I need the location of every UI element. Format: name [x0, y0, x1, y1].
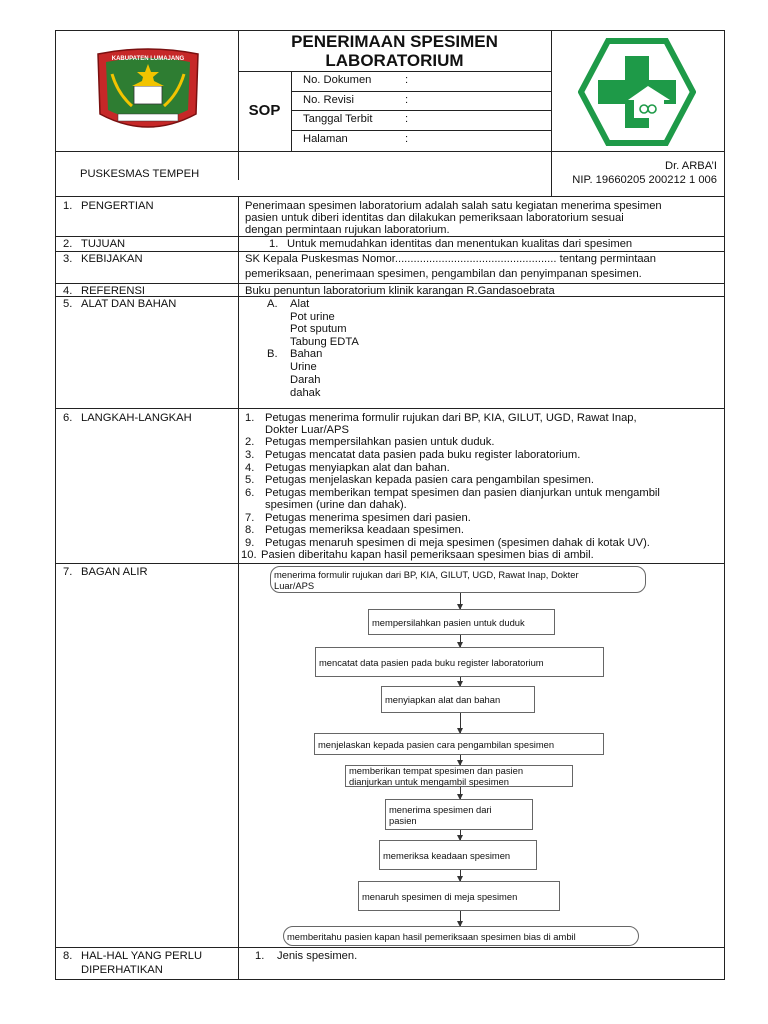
doc-field-label: Halaman	[303, 133, 348, 145]
doc-field-sep: :	[405, 113, 409, 125]
doc-field-sep: :	[405, 74, 409, 86]
step-number: 3.	[245, 449, 255, 461]
section-number: 8.	[63, 950, 73, 962]
flowchart-process-box	[385, 799, 533, 830]
step-number: 1.	[245, 412, 255, 424]
pengertian-text: dengan permintaan rujukan laboratorium.	[245, 224, 450, 236]
flowchart-text: dianjurkan untuk mengambil spesimen	[349, 776, 509, 787]
section-label: TUJUAN	[81, 238, 126, 250]
flowchart-process-box	[315, 647, 604, 677]
section-label: HAL-HAL YANG PERLU	[81, 950, 203, 962]
flowchart-text: Luar/APS	[274, 579, 315, 591]
hal-item: Jenis spesimen.	[277, 950, 358, 962]
document-title-line1: PENERIMAAN SPESIMEN	[291, 32, 498, 51]
step-text: Petugas menerima formulir rujukan dari BP, KIA, GILUT, UGD, Rawat Inap,	[265, 412, 637, 424]
alat-item: Pot sputum	[290, 323, 347, 335]
puskesmas-cross-logo-icon	[578, 38, 696, 146]
step-number: 8.	[245, 524, 255, 536]
flowchart-text: memeriksa keadaan spesimen	[383, 849, 511, 861]
step-text: Petugas menjelaskan kepada pasien cara pengambilan spesimen.	[265, 474, 594, 486]
section-label: KEBIJAKAN	[81, 253, 143, 265]
signer-nip: NIP. 19660205 200212 1 006	[572, 174, 717, 186]
section-number: 1.	[63, 200, 73, 212]
doc-field-sep: :	[405, 133, 409, 145]
flowchart-process-box	[345, 765, 573, 787]
section-number: 3.	[63, 253, 73, 265]
kebijakan-text: SK Kepala Puskesmas Nomor.................................................... tentang permintaan	[245, 253, 656, 265]
flowchart-text: memberitahu pasien kapan hasil pemeriksaan spesimen bias di ambil	[287, 930, 576, 942]
kebijakan-text: pemeriksaan, penerimaan spesimen, pengambilan dan penyimpanan spesimen.	[245, 268, 642, 280]
section-number: 2.	[63, 238, 73, 250]
section-label: REFERENSI	[81, 285, 146, 297]
step-number: 9.	[245, 537, 255, 549]
alat-item: Pot urine	[290, 311, 335, 323]
flowchart-text: mencatat data pasien pada buku register laboratorium	[319, 656, 544, 668]
section-number: 6.	[63, 412, 73, 424]
flowchart-process-box	[381, 686, 535, 713]
step-number: 2.	[245, 436, 255, 448]
flowchart-process-box	[368, 609, 555, 635]
list-marker: 1.	[255, 950, 265, 962]
flowchart-text: menerima spesimen dari	[389, 803, 492, 815]
flowchart-text: memberikan tempat spesimen dan pasien	[349, 765, 524, 776]
step-text: Petugas mencatat data pasien pada buku register laboratorium.	[265, 449, 581, 461]
section-label: BAGAN ALIR	[81, 566, 148, 578]
flowchart-text: menaruh spesimen di meja spesimen	[362, 890, 518, 902]
bahan-item: Urine	[290, 361, 317, 373]
step-text: Petugas memeriksa keadaan spesimen.	[265, 524, 464, 536]
kabupaten-lumajang-emblem-icon	[92, 44, 204, 136]
step-number: 5.	[245, 474, 255, 486]
org-name: PUSKESMAS TEMPEH	[80, 168, 200, 180]
bahan-item: dahak	[290, 387, 321, 399]
section-label: PENGERTIAN	[81, 200, 154, 212]
section-label: DIPERHATIKAN	[81, 964, 163, 976]
step-number: 7.	[245, 512, 255, 524]
tujuan-item-number: 1.	[269, 238, 279, 250]
svg-text:KABUPATEN LUMAJANG: KABUPATEN LUMAJANG	[111, 56, 185, 62]
step-text: Petugas menaruh spesimen di meja spesimen (spesimen dahak di kotak UV).	[265, 537, 650, 549]
doc-field-label: No. Revisi	[303, 94, 354, 106]
referensi-text: Buku penuntun laboratorium klinik karangan R.Gandasoebrata	[245, 285, 555, 297]
pengertian-text: Penerimaan spesimen laboratorium adalah salah satu kegiatan menerima spesimen	[245, 200, 662, 212]
section-number: 5.	[63, 298, 73, 310]
list-marker: A.	[267, 298, 278, 310]
flowchart-start-terminal	[270, 566, 646, 593]
flowchart-text: pasien	[389, 814, 417, 826]
alat-item: Tabung EDTA	[290, 336, 359, 348]
section-number: 4.	[63, 285, 73, 297]
flowchart-text: mempersilahkan pasien untuk duduk	[372, 616, 525, 628]
step-text: Petugas memberikan tempat spesimen dan pasien dianjurkan untuk mengambil	[265, 487, 660, 499]
flowchart-text: menerima formulir rujukan dari BP, KIA, GILUT, UGD, Rawat Inap, Dokter	[274, 568, 579, 580]
section-label: ALAT DAN BAHAN	[81, 298, 177, 310]
step-number: 4.	[245, 462, 255, 474]
flowchart-process-box	[379, 840, 537, 870]
doc-field-label: No. Dokumen	[303, 74, 372, 86]
step-number: 10.	[241, 549, 257, 561]
step-text: Petugas mempersilahkan pasien untuk duduk.	[265, 436, 495, 448]
sop-document	[55, 30, 725, 980]
step-text: Petugas menyiapkan alat dan bahan.	[265, 462, 450, 474]
pengertian-text: pasien untuk diberi identitas dan dilakukan pemeriksaan laboratorium sesuai	[245, 212, 624, 224]
section-label: LANGKAH-LANGKAH	[81, 412, 192, 424]
sop-label: SOP	[248, 102, 281, 119]
alat-heading: Alat	[290, 298, 310, 310]
doc-field-sep: :	[405, 94, 409, 106]
step-text: Dokter Luar/APS	[265, 424, 349, 436]
step-text: Petugas menerima spesimen dari pasien.	[265, 512, 471, 524]
flowchart-process-box	[314, 733, 604, 755]
doc-field-label: Tanggal Terbit	[303, 113, 373, 125]
step-number: 6.	[245, 487, 255, 499]
bahan-item: Darah	[290, 374, 321, 386]
step-text: Pasien diberitahu kapan hasil pemeriksaan spesimen bias di ambil.	[261, 549, 594, 561]
tujuan-item: Untuk memudahkan identitas dan menentukan kualitas dari spesimen	[287, 238, 633, 250]
flowchart-text: menyiapkan alat dan bahan	[385, 694, 501, 705]
bahan-heading: Bahan	[290, 348, 323, 360]
flowchart-text: menjelaskan kepada pasien cara pengambilan spesimen	[318, 738, 555, 750]
flowchart-process-box	[358, 881, 560, 911]
signer-name: Dr. ARBA’I	[664, 160, 717, 172]
step-text: spesimen (urine dan dahak).	[265, 499, 407, 511]
list-marker: B.	[267, 348, 278, 360]
document-title-line2: LABORATORIUM	[325, 51, 464, 70]
section-number: 7.	[63, 566, 73, 578]
flowchart-end-terminal	[283, 926, 639, 946]
